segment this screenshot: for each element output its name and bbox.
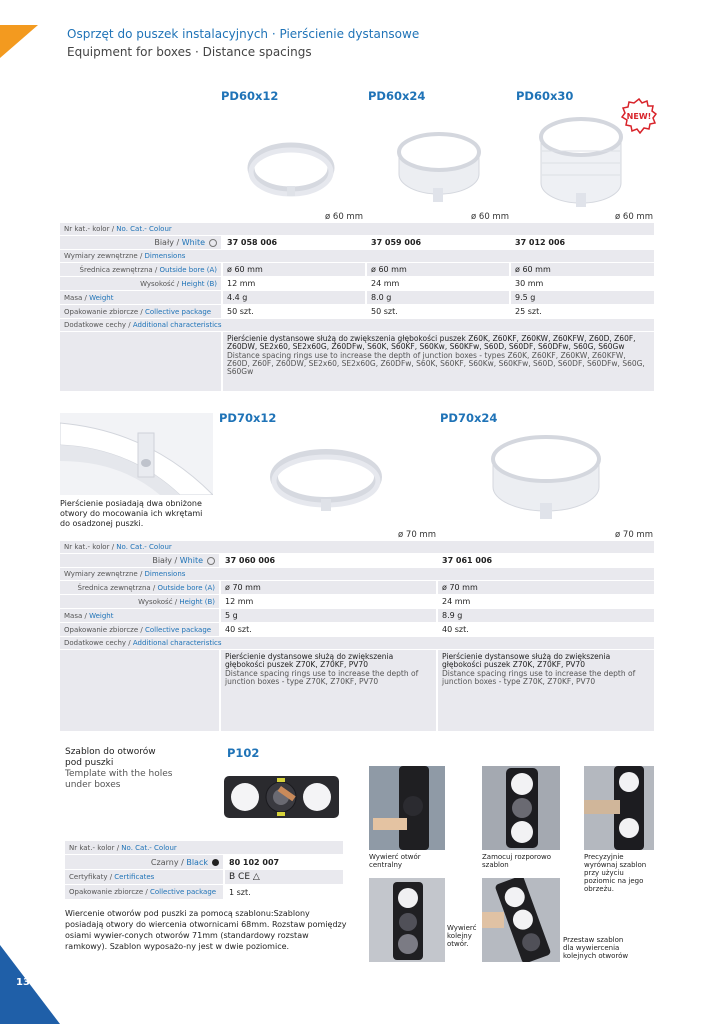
label-height-pl: Wysokość [138, 597, 173, 606]
table-row: Biały / White 37 058 006 37 059 006 37 012 006 [60, 236, 654, 249]
table-row: Opakowanie zbiorcze / Collective package 50 szt. 50 szt. 25 szt. [60, 305, 654, 318]
height-pd70x24: 24 mm [442, 597, 471, 606]
caption-mount-template: Zamocuj rozporowo szablon [482, 853, 552, 869]
photo-move-template [482, 878, 560, 962]
label-outer-pl: Średnica zewnętrzna [77, 583, 151, 592]
pack-p102: 1 szt. [229, 887, 251, 897]
description-pd60-pl: Pierścienie dystansowe służą do zwiększenia głębokości puszek Z60K, Z60KF, Z60KW, Z60KFW, Z60D, Z60F, Z60DW, SE2x60, SE2x60G, Z60DFw, S60K, S60KF, S60Kw, S60KFw, S60D, S60DF, S60DFw, S60G, S60Gw [227, 334, 636, 352]
white-color-swatch-icon [209, 239, 217, 247]
catalog-pd60x30: 37 012 006 [515, 238, 566, 247]
outer-pd60x12: ø 60 mm [223, 263, 365, 276]
ring-pd60x30-image [536, 115, 626, 210]
table-row: Średnica zewnętrzna / Outside bore (A) ø 60 mm ø 60 mm ø 60 mm [60, 263, 654, 276]
table-row: Czarny / Black 80 102 007 [65, 855, 343, 869]
model-pd60x24: PD60x24 [368, 89, 426, 103]
mass-pd70x24: 8.9 g [438, 609, 654, 622]
table-row: Biały / White 37 060 006 37 061 006 [60, 554, 654, 567]
label-mass-en: Weight [89, 611, 114, 620]
catalog-pd60x12: 37 058 006 [227, 238, 278, 247]
caption-move-template: Przestaw szablon dla wywiercenia kolejnych otworów [563, 936, 629, 960]
new-badge [621, 98, 657, 134]
ring-pd70x12-image [268, 445, 384, 515]
label-cert-en: Certificates [114, 873, 155, 881]
label-color-pl: Biały [152, 556, 172, 565]
label-color-en: White [181, 238, 205, 247]
label-dims-en: Dimensions [144, 570, 186, 578]
caption-drill-center: Wywierć otwór centralny [369, 853, 421, 869]
spec-table-pd60 [60, 223, 654, 391]
black-color-swatch-icon [212, 859, 219, 866]
table-row: Nr kat.- kolor / No. Cat.- Colour [60, 223, 654, 235]
template-title-pl-2: pod puszki [65, 758, 114, 768]
label-mass-en: Weight [89, 293, 114, 302]
label-outer-en: Outside bore (A) [159, 265, 217, 274]
diameter-pd70x12: ø 70 mm [398, 530, 436, 540]
pack-pd70x12: 40 szt. [225, 625, 252, 634]
outer-pd60x30: ø 60 mm [511, 263, 654, 276]
label-mass-pl: Masa [64, 293, 83, 302]
label-dims-pl: Wymiary zewnętrzne [64, 570, 138, 578]
caption-align-levels: Precyzyjnie wyrównaj szablon przy użyciu poziomic na jego obrzeżu. [584, 853, 647, 893]
template-title-en-1: Template with the holes [65, 769, 173, 779]
label-extra-pl: Dodatkowe cechy [64, 321, 127, 329]
model-pd60x12: PD60x12 [221, 89, 279, 103]
label-pack-pl: Opakowanie zbiorcze [64, 625, 139, 634]
label-pack-en: Collective package [144, 625, 212, 634]
catalog-pd70x12: 37 060 006 [225, 556, 276, 565]
table-row: Nr kat.- kolor / No. Cat.- Colour [60, 541, 654, 553]
template-description: Wiercenie otworów pod puszki za pomocą szablonu:Szablony posiadają otwory do wiercenia otwornicami 68mm. Rozstaw pomiędzy osiami wywier-conych otworów 71mm (standardowy rozstaw ramkowy). Szablon wyposażo-ny jest w dwie poziomice. [65, 909, 347, 951]
pack-pd60x30: 25 szt. [515, 307, 542, 316]
ring-pd60x12-image [246, 138, 336, 198]
diameter-pd60x24: ø 60 mm [471, 212, 509, 222]
table-row: Opakowanie zbiorcze / Collective package 1 szt. [65, 885, 343, 899]
catalog-p102: 80 102 007 [229, 857, 280, 867]
label-color-black-en: Black [186, 857, 208, 867]
model-pd70x24: PD70x24 [440, 411, 498, 425]
certificates-icons [225, 870, 343, 884]
description-pd70x12-pl: Pierścienie dystansowe służą do zwiększenia głębokości puszek Z70K, Z70KF, PV70 [225, 652, 394, 670]
model-p102: P102 [227, 746, 260, 760]
label-cert-pl: Certyfikaty [69, 873, 108, 881]
description-pd70x12-en: Distance spacing rings use to increase the depth of junction boxes - type Z70K, Z70KF, PV70 [225, 668, 419, 686]
table-row: Wymiary zewnętrzne / Dimensions [60, 250, 654, 262]
catalog-pd60x24: 37 059 006 [371, 238, 422, 247]
label-color-black-pl: Czarny [150, 857, 179, 867]
table-row: Nr kat.- kolor / No. Cat.- Colour [65, 841, 343, 854]
label-extra-en: Additional characteristics [132, 639, 222, 647]
spec-table-p102 [65, 841, 343, 899]
label-dims-en: Dimensions [144, 252, 186, 260]
description-pd70x24 [438, 650, 654, 731]
label-pack-pl: Opakowanie zbiorcze [64, 307, 139, 316]
label-cat-pl: Nr kat.- kolor [64, 543, 110, 551]
label-cat-en: No. Cat.- Colour [121, 843, 177, 852]
table-row: Certyfikaty / Certificates B CE △ [65, 870, 343, 884]
outer-pd70x24: ø 70 mm [438, 581, 654, 594]
height-pd60x30: 30 mm [515, 279, 544, 288]
pack-pd60x12: 50 szt. [227, 307, 254, 316]
label-cat-pl: Nr kat.- kolor [69, 843, 115, 852]
mass-pd60x24: 8.0 g [367, 291, 509, 304]
table-row: Średnica zewnętrzna / Outside bore (A) ø 70 mm ø 70 mm [60, 581, 654, 594]
description-pd70x24-pl: Pierścienie dystansowe służą do zwiększenia głębokości puszek Z70K, Z70KF, PV70 [442, 652, 611, 670]
diameter-pd60x30: ø 60 mm [615, 212, 653, 222]
certificates-text: B CE [229, 872, 251, 882]
white-color-swatch-icon [207, 557, 215, 565]
table-row: Opakowanie zbiorcze / Collective package 40 szt. 40 szt. [60, 623, 654, 636]
table-row: Masa / Weight 4.4 g 8.0 g 9.5 g [60, 291, 654, 304]
table-row: Dodatkowe cechy / Additional characteristics [60, 637, 654, 649]
label-cat-pl: Nr kat.- kolor [64, 225, 110, 233]
caption-drill-next: Wywierć kolejny otwór. [447, 924, 477, 948]
model-pd70x12: PD70x12 [219, 411, 277, 425]
model-pd60x30: PD60x30 [516, 89, 574, 103]
description-pd60-en: Distance spacing rings use to increase the depth of junction boxes - types Z60K, Z60KF, Z60KW, Z60KFW, Z60D, Z60F, Z60DW, SE2x60, SE2x60G, Z60DFw, S60K, S60KF, S60Kw, S60KFw, S60D, S60DF, S60DFw, S60G, S60Gw [227, 350, 645, 377]
mass-pd60x12: 4.4 g [223, 291, 365, 304]
template-p102-image [223, 772, 340, 822]
photo-align-levels [584, 766, 654, 850]
photo-drill-next [369, 878, 445, 962]
page-number: 136 [16, 977, 37, 988]
diameter-pd70x24: ø 70 mm [615, 530, 653, 540]
label-color-en: White [179, 556, 203, 565]
template-title-pl-1: Szablon do otworów [65, 747, 156, 757]
label-extra-pl: Dodatkowe cechy [64, 639, 127, 647]
label-pack-en: Collective package [144, 307, 212, 316]
label-pack-en: Collective package [149, 888, 217, 896]
description-pd70x24-en: Distance spacing rings use to increase the depth of junction boxes - type Z70K, Z70KF, PV70 [442, 668, 636, 686]
ring-pd60x24-image [393, 130, 485, 205]
table-row: Masa / Weight 5 g 8.9 g [60, 609, 654, 622]
label-mass-pl: Masa [64, 611, 83, 620]
outer-pd60x24: ø 60 mm [367, 263, 509, 276]
outer-pd70x12: ø 70 mm [221, 581, 436, 594]
photo-drill-center [369, 766, 445, 850]
label-dims-pl: Wymiary zewnętrzne [64, 252, 138, 260]
page-title-pl: Osprzęt do puszek instalacyjnych · Pierścienie dystansowe [67, 27, 420, 41]
table-row: Wysokość / Height (B) 12 mm 24 mm 30 mm [60, 277, 654, 290]
side-note-text: Pierścienie posiadają dwa obniżone otwory do mocowania ich wkrętami do osadzonej puszki. [60, 499, 203, 528]
pack-pd60x24: 50 szt. [371, 307, 398, 316]
height-pd60x24: 24 mm [371, 279, 400, 288]
table-row: Wysokość / Height (B) 12 mm 24 mm [60, 595, 654, 608]
new-badge-text: NEW! [626, 112, 652, 121]
ring-closeup-image [60, 413, 213, 495]
label-color-pl: Biały [154, 238, 174, 247]
table-row: Wymiary zewnętrzne / Dimensions [60, 568, 654, 580]
description-pd70x12 [221, 650, 436, 731]
label-cat-en: No. Cat.- Colour [116, 225, 172, 233]
label-outer-pl: Średnica zewnętrzna [79, 265, 153, 274]
height-pd70x12: 12 mm [225, 597, 254, 606]
label-pack-pl: Opakowanie zbiorcze [69, 888, 144, 896]
height-pd60x12: 12 mm [227, 279, 256, 288]
orange-corner-tab [0, 25, 38, 58]
mass-pd70x12: 5 g [221, 609, 436, 622]
page-title-en: Equipment for boxes · Distance spacings [67, 45, 312, 59]
photo-mount-template [482, 766, 560, 850]
diameter-pd60x12: ø 60 mm [325, 212, 363, 222]
spec-table-pd70 [60, 541, 654, 731]
template-title-en-2: under boxes [65, 780, 121, 790]
template-title [65, 747, 172, 791]
label-height-en: Height (B) [179, 597, 215, 606]
label-outer-en: Outside bore (A) [157, 583, 215, 592]
recycle-triangle-icon: △ [252, 872, 260, 882]
label-height-pl: Wysokość [140, 279, 175, 288]
label-extra-en: Additional characteristics [132, 321, 222, 329]
mass-pd60x30: 9.5 g [511, 291, 654, 304]
description-pd60 [223, 332, 654, 391]
label-height-en: Height (B) [181, 279, 217, 288]
catalog-pd70x24: 37 061 006 [442, 556, 493, 565]
label-cat-en: No. Cat.- Colour [116, 543, 172, 551]
ring-pd70x24-image [487, 433, 605, 523]
pack-pd70x24: 40 szt. [442, 625, 469, 634]
table-row: Dodatkowe cechy / Additional characteristics [60, 319, 654, 331]
